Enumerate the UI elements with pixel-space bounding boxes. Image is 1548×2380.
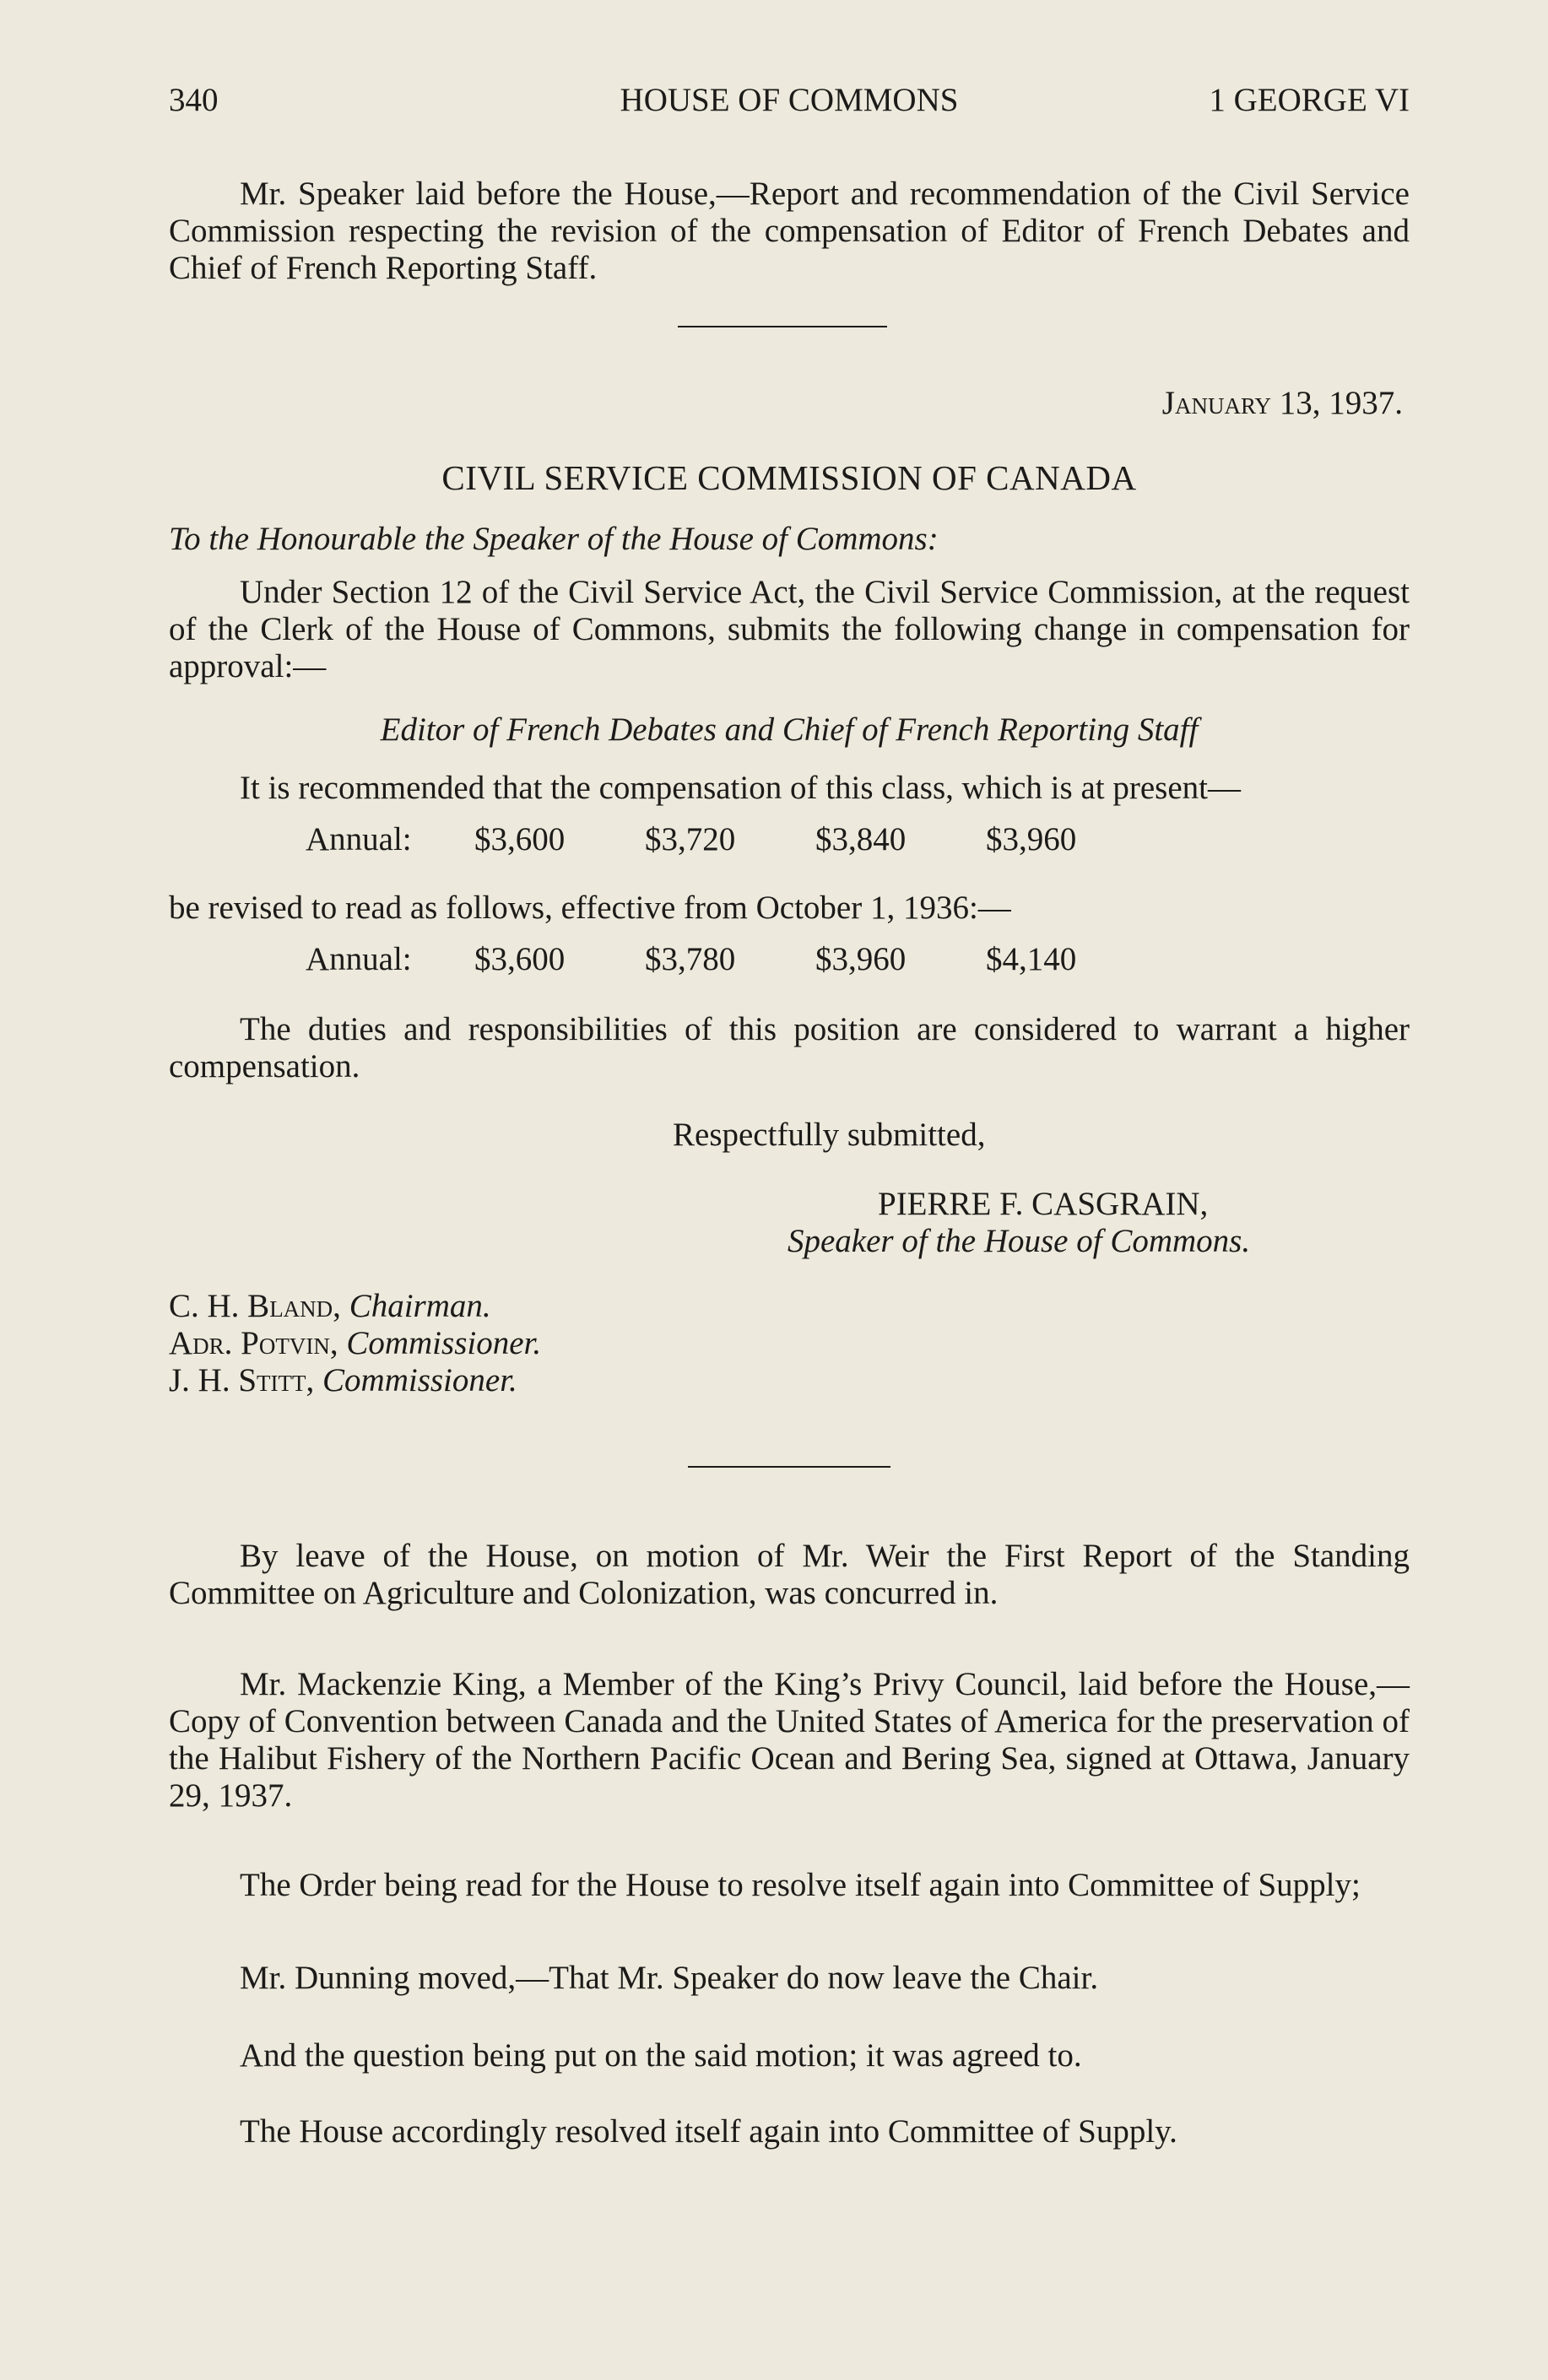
rate-value: $3,960 bbox=[815, 941, 907, 977]
rate-value: $3,960 bbox=[986, 821, 1077, 857]
commissioner-entry bbox=[169, 1325, 541, 1362]
current-rates-row bbox=[306, 820, 1156, 858]
commission-title: CIVIL SERVICE COMMISSION OF CANADA bbox=[441, 458, 1137, 497]
revised-rates-row bbox=[306, 940, 1156, 978]
rate-label: Annual: bbox=[306, 821, 412, 857]
commissioner-entry bbox=[169, 1288, 541, 1325]
signer-name: PIERRE F. CASGRAIN, bbox=[878, 1186, 1209, 1222]
commissioner-role: Chairman. bbox=[349, 1288, 491, 1324]
commissioner-role: Commissioner. bbox=[322, 1362, 517, 1398]
section-divider bbox=[678, 326, 887, 327]
commissioner-entry bbox=[169, 1362, 541, 1399]
rate-value: $3,600 bbox=[474, 821, 566, 857]
rate-value: $3,840 bbox=[815, 821, 907, 857]
order-paragraph: The Order being read for the House to resolve itself again into Committee of Supply; bbox=[240, 1867, 1361, 1903]
rate-value: $3,780 bbox=[645, 941, 736, 977]
running-title: HOUSE OF COMMONS bbox=[620, 82, 959, 118]
resolved-paragraph: The House accordingly resolved itself again into Committee of Supply. bbox=[240, 2113, 1177, 2150]
report-date: January 13, 1937. bbox=[1161, 385, 1403, 421]
report-address: To the Honourable the Speaker of the House of Commons: bbox=[169, 521, 939, 557]
commissioner-name: Adr. Potvin, bbox=[169, 1325, 338, 1361]
intro-paragraph: Mr. Speaker laid before the House,—Report and recommendation of the Civil Service Commission respecting the revision of the compensation of Editor of French Debates and Chief of French Reporting Staff. bbox=[169, 176, 1410, 286]
current-rates-intro: It is recommended that the compensation of this class, which is at present— bbox=[240, 770, 1241, 806]
page-header bbox=[169, 81, 1410, 132]
commissioner-list bbox=[169, 1288, 541, 1399]
commissioner-name: C. H. Bland, bbox=[169, 1288, 341, 1324]
page-number: 340 bbox=[169, 82, 219, 118]
rate-value: $3,600 bbox=[474, 941, 566, 977]
justification-paragraph: The duties and responsibilities of this position are considered to warrant a higher compensation. bbox=[169, 1011, 1410, 1085]
motion-paragraph: Mr. Dunning moved,—That Mr. Speaker do now leave the Chair. bbox=[240, 1960, 1099, 1996]
closing-line: Respectfully submitted, bbox=[673, 1117, 986, 1153]
position-title: Editor of French Debates and Chief of French Reporting Staff bbox=[380, 711, 1199, 748]
commissioner-name: J. H. Stitt, bbox=[169, 1362, 315, 1398]
signer-title: Speaker of the House of Commons. bbox=[788, 1223, 1251, 1259]
commissioner-role: Commissioner. bbox=[346, 1325, 542, 1361]
convention-paragraph: Mr. Mackenzie King, a Member of the King’s Privy Council, laid before the House,—Copy of Convention between Canada and the United States of America for the preservation of the Halibut Fishery of the Northern Pacific Ocean and Bering Sea, signed at Ottawa, January 29, 1937. bbox=[169, 1666, 1410, 1814]
section-divider bbox=[688, 1466, 890, 1468]
rate-value: $3,720 bbox=[645, 821, 736, 857]
rate-value: $4,140 bbox=[986, 941, 1077, 977]
question-paragraph: And the question being put on the said motion; it was agreed to. bbox=[240, 2037, 1082, 2074]
session-label: 1 GEORGE VI bbox=[1209, 82, 1410, 118]
revised-rates-intro: be revised to read as follows, effective from October 1, 1936:— bbox=[169, 890, 1011, 926]
agriculture-paragraph: By leave of the House, on motion of Mr. Weir the First Report of the Standing Committee on Agriculture and Colonization, was concurred in. bbox=[169, 1538, 1410, 1611]
report-body: Under Section 12 of the Civil Service Act, the Civil Service Commission, at the request of the Clerk of the House of Commons, submits the following change in compensation for approval:— bbox=[169, 574, 1410, 684]
rate-label: Annual: bbox=[306, 941, 412, 977]
